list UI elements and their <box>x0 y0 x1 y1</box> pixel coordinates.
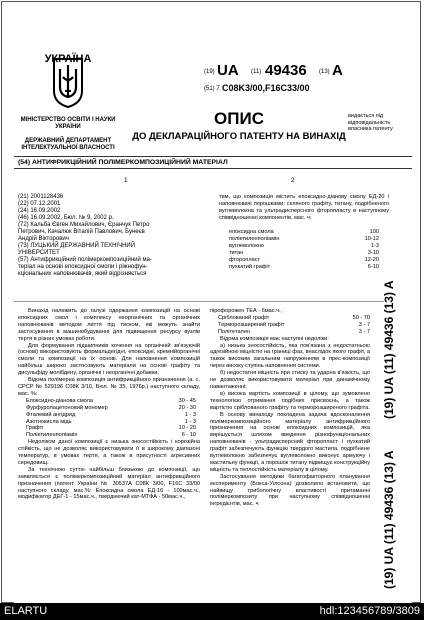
repository-name: ELARTU <box>4 605 48 617</box>
biblio-22: (22) 07.12.2001 <box>18 201 61 207</box>
left-paragraph-3: Відома полімерна композиція антифрикційного призначення (а. с. СРСР № 529196 С08К 3/10, Бюл. № 35, 1976р.) наступного складу, мас. %: <box>18 377 200 397</box>
right-paragraph-6: В основу винаходу покладена задача вдосконалення полімеркомпозиційного матеріалу антифрикційного призначення на основі епоксидних композицій, яка вирішується шляхом введення різнофункціональних наповнювачів - ультрадисперсний фторопласт і пухкатий графіт забезпечують функцію твердого мастила, подрібнене вуглеволокно забезпечує вуглеволокно виконує армуючу і мастильну функції, а порошок титану підвищує конструкційну міцність та теплостійкість матеріалу в цілому. <box>210 411 370 473</box>
claim-table-row: поліетиленполіамін 10-12 <box>229 235 379 242</box>
right-composition-table <box>210 315 370 336</box>
document-subtitle: ДО ДЕКЛАРАЦІЙНОГО ПАТЕНТУ НА ВИНАХІД <box>132 131 346 142</box>
claim-table-row: пухкатий графіт 6-10 <box>229 263 379 270</box>
title-rule-top <box>14 156 412 157</box>
left-table-row: Поліетиленполіамін 6 - 10 <box>26 432 196 439</box>
left-paragraph-1: Винахід належить до галузі одержання композицій на основі епоксидних смол і комплексу неорганічних та органічних наповнювачів методом лиття під тиском, які можуть знайти застосування в машинобудуванні для підвищення ресурсу вузлів тертя в різних умовах роботи. <box>18 308 200 342</box>
invention-title: (54) АНТИФРИКЦІЙНИЙ ПОЛІМЕРКОМПОЗИЦІЙНИЙ МАТЕРІАЛ <box>18 159 228 166</box>
right-table-row: Сріблований графіт 50 - 70 <box>218 314 370 321</box>
right-paragraph-2: Відома композиція має наступні недоліки: <box>220 335 329 342</box>
biblio-46: (46) 16.09.2002, Бюл. № 9, 2002 р. <box>18 215 114 221</box>
left-paragraph-5: За технічною суттю найбільш близькою до композиції, що заявляється є полімеркомпозиційний матеріал антифрикційного призначення (патент України № 30537А С08К 3/00, F16С 33/00 наступного складу, мас.%: Епоксидна смола ЕД-16 - 100мас.ч., модифікатор ДЕГ-1 - 15мас.ч., тверднючий кат-МТФА - 50мас.ч., <box>18 466 200 501</box>
left-table-row: Епоксидно-діанова смола 30 - 45 <box>26 397 196 404</box>
biblio-72b: Петрович, Качалюк Віталій Павлович, Бунеєв <box>18 229 145 235</box>
biblio-24: (24) 16.09.2002 <box>18 208 61 214</box>
country-code: UA <box>217 62 239 79</box>
biblio-57a: (57) Антифрикційний полімеркомпозиційний ма- <box>18 257 152 263</box>
country-name: УКРАЇНА <box>44 53 92 65</box>
column-number-2: 2 <box>291 177 295 184</box>
code-11-label: (11) <box>251 69 262 75</box>
code-13-label: (13) <box>319 69 330 75</box>
right-paragraph-3: а) низька зносостійкість, яка пов'язана з недостатньою адгезійною міцністю на границі фаз, внаслідок якого графіт, а також високим загальним напруженням в прес-композиції через високу ступінь наповнення системи. <box>210 342 370 370</box>
title-rule-bottom <box>14 168 412 169</box>
right-paragraph-7: Застосування методики багатофакторного планування експерименту (Бокса-Уілсона) дозволило встановити, що найвищу трибологічну властивості притаманні полімеркомпозиту при наступному співвідношенні інгредієнтів, мас. ч <box>210 473 370 508</box>
claim-table-row: вуглеволокно 1-3 <box>229 242 379 249</box>
biblio-73b: УНІВЕРСИТЕТ <box>18 250 60 256</box>
left-paragraph-2: Для формування підшипників кочення на органічній зв'язуючій (основі) використовують формальдегідні, епоксидні, кремнійорганічні смоли та композиції на їх основі. Для наповнення композицій найбільш широко застосовують матеріали на основі графіту та дисульфіду молібдену, органічні і неорганічні добавки. <box>18 342 200 377</box>
ministry-name: МІНІСТЕРСТВО ОСВІТИ І НАУКИ УКРАЇНИ <box>20 117 116 130</box>
biblio-57c: кціональних наповнювачів, який відрізняється <box>18 271 147 277</box>
patent-page <box>14 14 412 604</box>
biblio-block <box>18 194 152 278</box>
vertical-code-bottom: (19) UA (11) 49436 (13) A <box>382 450 396 589</box>
claim-table <box>229 229 379 270</box>
section-rule <box>14 301 384 302</box>
right-table-row: Терморозширений графіт 3 - 7 <box>218 321 370 328</box>
handle-id: hdl:123456789/3809 <box>319 605 420 617</box>
code-19-label: (19) <box>204 69 215 75</box>
left-table-row: Фталевий ангідрид 1 - 3 <box>26 411 196 418</box>
biblio-21: (21) 2001128436 <box>18 194 64 200</box>
body-left-column <box>18 308 200 501</box>
claim-table-row: фторопласт 12-20 <box>229 256 379 263</box>
ipc-classification: C08K3/00,F16C33/00 <box>222 83 310 93</box>
document-frame <box>1 1 421 603</box>
right-paragraph-4: б) недостатня міцність при стиску та ударна в'язкість, що не дозволяє використовувати матеріал при динамічному навантаженні; <box>210 370 370 390</box>
left-table-row: Азотнокисла мідь 1 - 3 <box>26 418 196 425</box>
column-number-1: 1 <box>124 177 128 184</box>
department-name: ДЕРЖАВНИЙ ДЕПАРТАМЕНТ ІНТЕЛЕКТУАЛЬНОЇ ВЛАСНОСТІ <box>21 138 115 151</box>
claim-text: тим, що композиція містить епоксидно-діанову смолу ЕД-20 і наповнювачі порошками: скляного графіту, титану, подрібненого вуглеволокна та ультрадисперсного фторопласту в наступному співвідношенні компонентів, мас. ч: <box>219 194 389 221</box>
biblio-73a: (73) ЛУЦЬКИЙ ДЕРЖАВНИЙ ТЕХНІЧНИЙ <box>18 243 136 249</box>
coat-of-arms-icon <box>52 57 84 109</box>
biblio-57b: теріал на основі епоксидної смоли і ріжнофун- <box>18 264 148 270</box>
biblio-72a: (72) Кальба Євген Михайлович, Єранчук Петро <box>18 222 150 228</box>
side-note: видається під відповідальність власника патенту <box>348 113 393 132</box>
left-paragraph-4: Недоліком даної композиції є низька зносостійкість і корозійна стійкість, що не дозволяє використовувати її в широкому діапазоні температур, в умовах тертя, а також в присутності агресивних середовищ. <box>18 439 200 466</box>
right-paragraph-1: пірофорожен ТЕА - 6мас.ч., <box>210 308 283 314</box>
document-kind: A <box>332 62 343 79</box>
body-right-column <box>210 308 370 508</box>
claim-table-row: епоксидна смола 100 <box>229 229 379 235</box>
left-composition-table <box>18 398 200 439</box>
document-heading: ОПИС <box>214 109 264 128</box>
vertical-code-top: (19) UA (11) 49436 (13) A <box>382 280 396 419</box>
biblio-72c: Андрій Вікторович <box>18 236 69 242</box>
left-table-row: Фурфуролацетоновий мономер 20 - 30 <box>26 404 196 411</box>
claim-table-row: титан 3-10 <box>229 249 379 256</box>
patent-number: 49436 <box>265 62 307 79</box>
viewer-status-bar <box>0 603 424 620</box>
code-51-label: (51) 7 <box>204 86 220 92</box>
right-paragraph-5: в) висока вартість композиції в цілому, що зумовлено технологією отримання подібних присвоєнь, а також вартістю сріблованого графіту та терморозширеного графіта. <box>210 390 370 411</box>
right-table-row: Політетален 3 - 7 <box>218 328 370 335</box>
left-table-row: Графіт 10 - 20 <box>26 425 196 432</box>
